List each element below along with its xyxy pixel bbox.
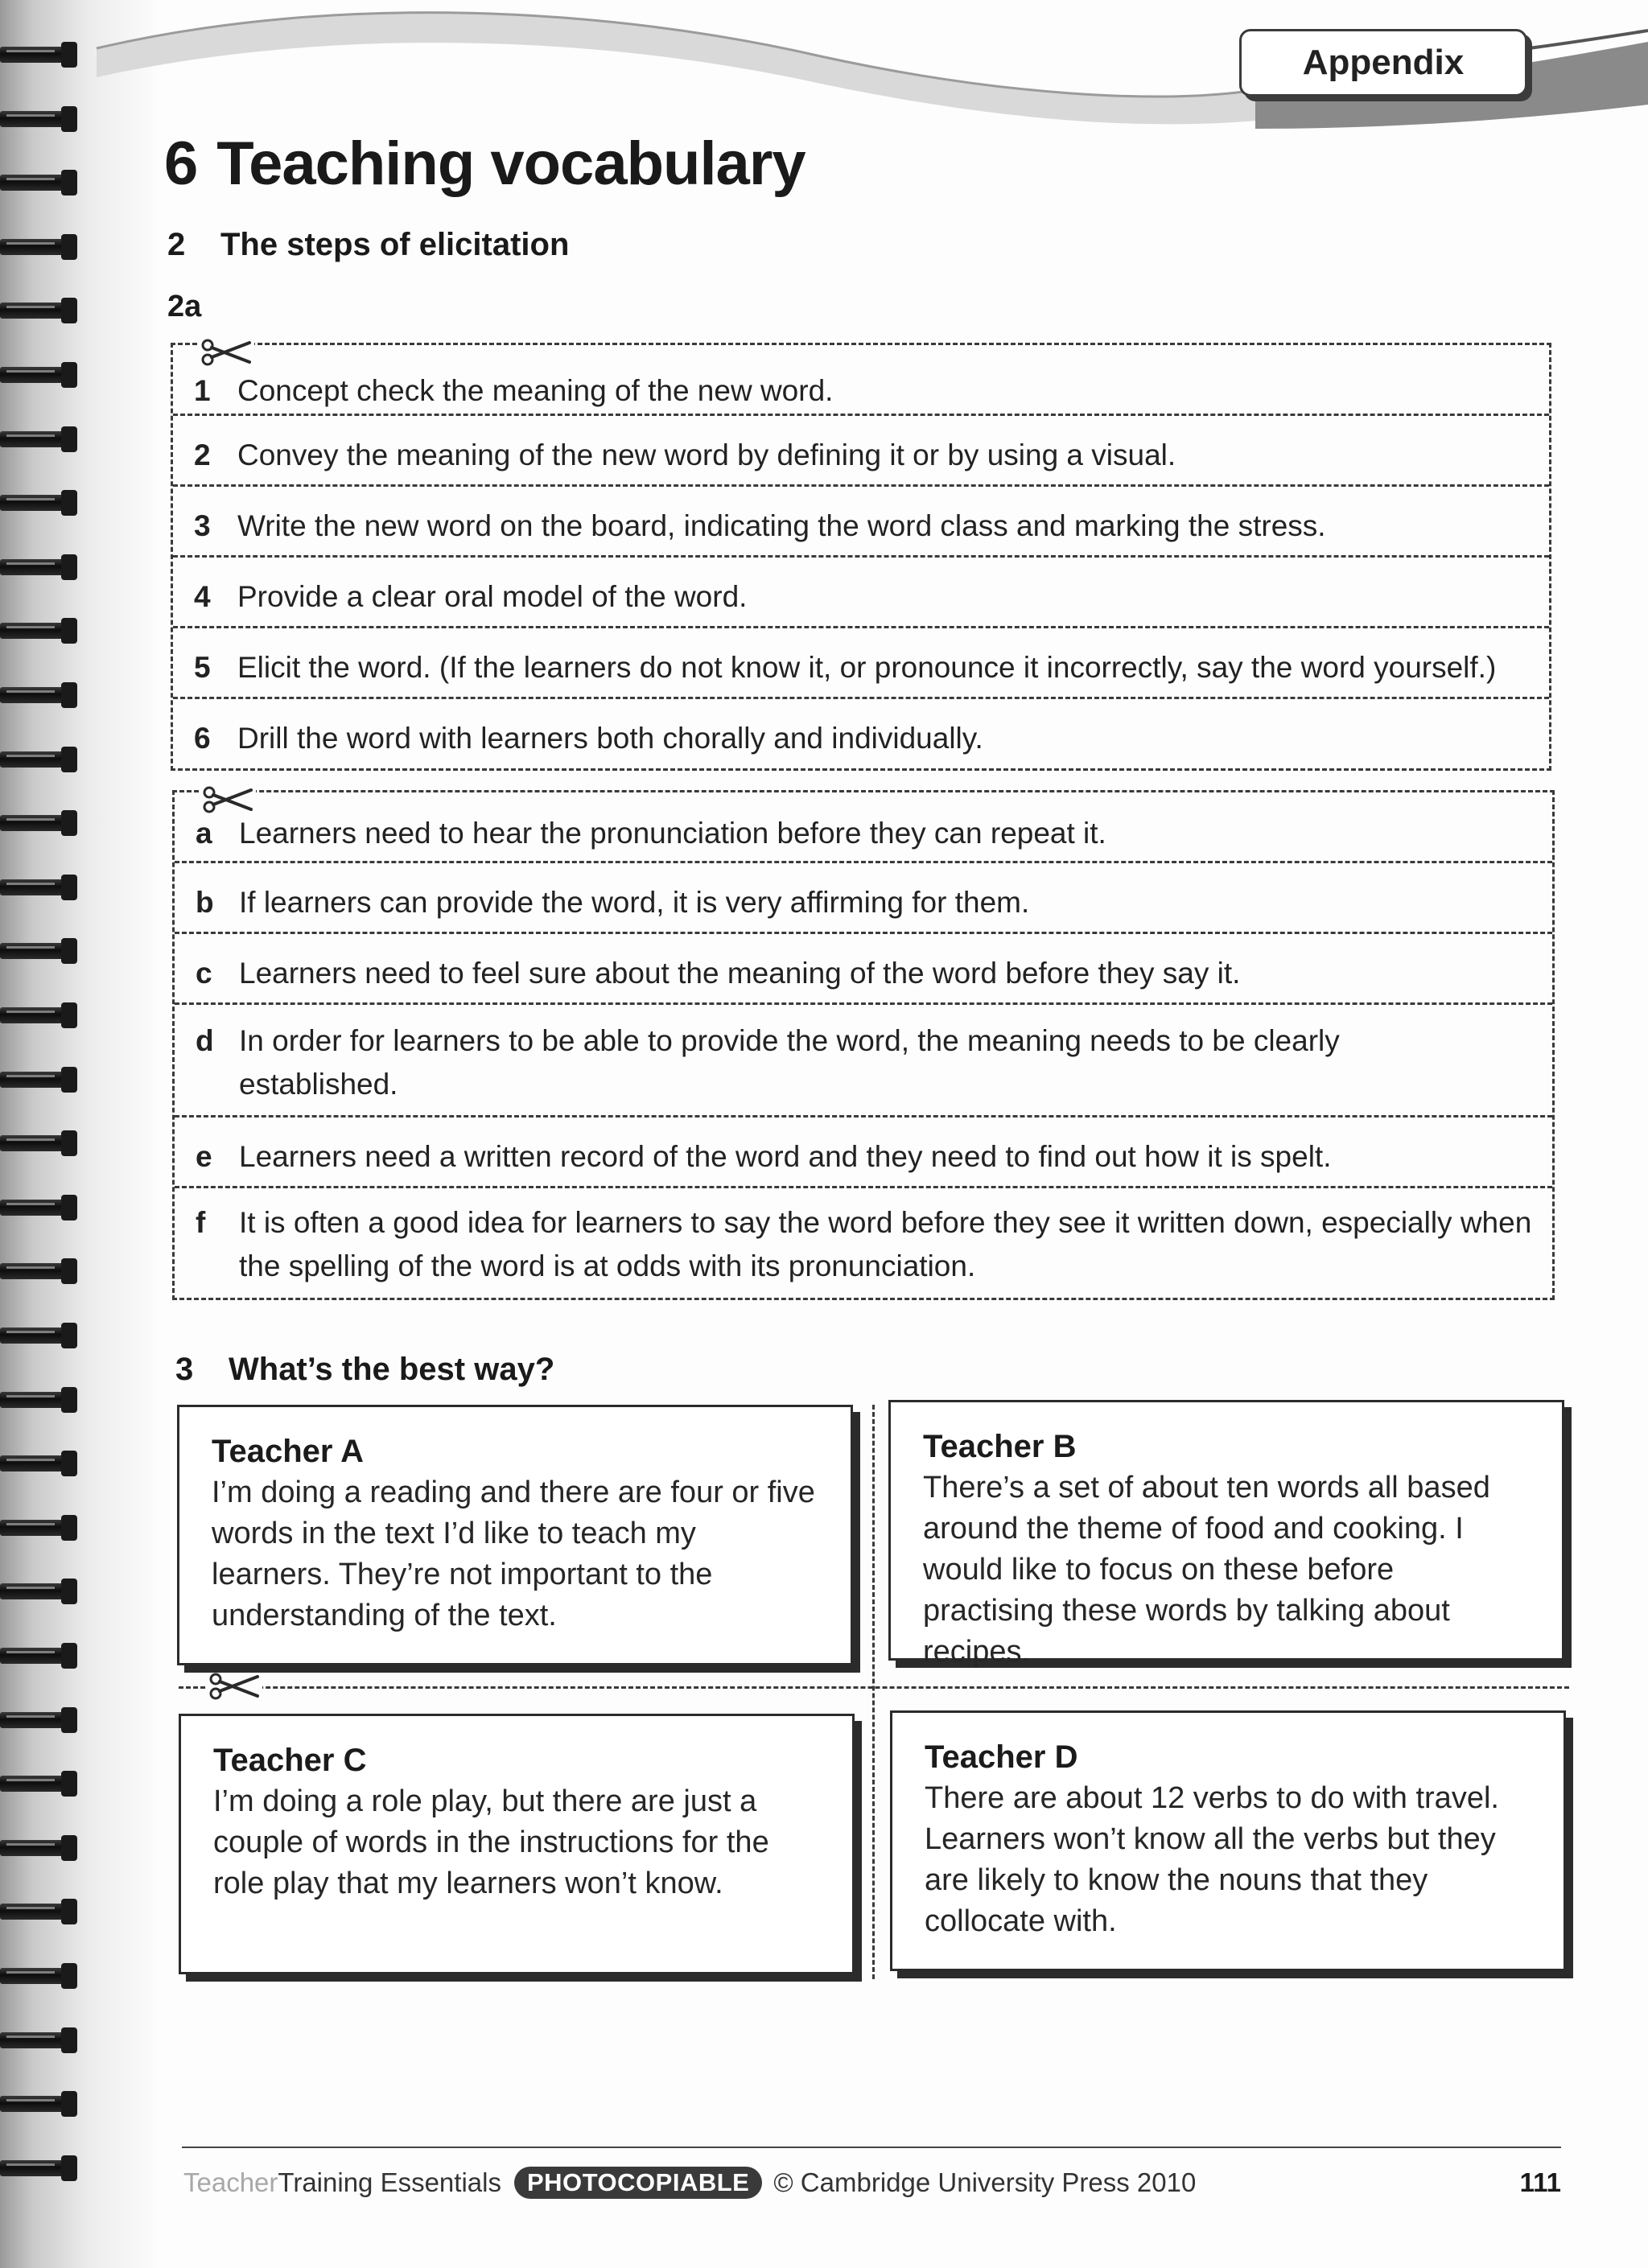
spiral-coil	[0, 2089, 84, 2118]
coil-glint	[6, 690, 55, 693]
step-text: Concept check the meaning of the new word.	[237, 374, 834, 407]
spiral-coil	[0, 168, 84, 197]
section-3-title: What’s the best way?	[229, 1352, 555, 1387]
teacher-card-a	[177, 1405, 853, 1665]
spiral-coil	[0, 1449, 84, 1478]
spiral-coil	[0, 360, 84, 389]
coil-hole	[61, 1963, 77, 1989]
coil-hole	[61, 1067, 77, 1093]
coil-hole	[61, 2091, 77, 2117]
sub-label-2a: 2a	[167, 290, 202, 323]
coil-glint	[6, 1203, 55, 1205]
coil-hole	[61, 682, 77, 708]
coil-hole	[61, 1707, 77, 1733]
spiral-binding	[0, 40, 89, 2229]
spiral-coil	[0, 1193, 84, 1222]
coil-hole	[61, 490, 77, 516]
list-item	[173, 416, 1549, 487]
coil-hole	[61, 362, 77, 388]
spiral-coil	[0, 873, 84, 902]
coil-glint	[6, 306, 55, 308]
section-3-heading	[175, 1352, 554, 1388]
reason-text: Learners need a written record of the word and they need to find out how it is spelt.	[239, 1140, 1332, 1173]
coil-hole	[61, 554, 77, 580]
page-footer	[183, 2163, 1561, 2203]
coil-hole	[61, 747, 77, 772]
spiral-coil	[0, 745, 84, 774]
coil-hole	[61, 1387, 77, 1413]
coil-hole	[61, 1130, 77, 1156]
coil-hole	[61, 426, 77, 452]
teacher-name: Teacher D	[925, 1739, 1078, 1775]
teacher-card-d	[890, 1710, 1566, 1971]
list-item	[175, 792, 1552, 863]
cut-line-horizontal	[179, 1686, 1569, 1689]
list-item	[173, 558, 1549, 628]
spiral-coil	[0, 105, 84, 134]
coil-glint	[6, 2099, 55, 2101]
coil-hole	[61, 1835, 77, 1861]
coil-hole	[61, 810, 77, 836]
spiral-coil	[0, 296, 84, 325]
coil-hole	[61, 42, 77, 68]
coil-glint	[6, 498, 55, 500]
coil-hole	[61, 1899, 77, 1924]
coil-hole	[61, 106, 77, 132]
coil-glint	[6, 2163, 55, 2166]
coil-hole	[61, 2155, 77, 2181]
coil-glint	[6, 1331, 55, 1333]
coil-glint	[6, 1266, 55, 1269]
spiral-coil	[0, 1385, 84, 1414]
coil-hole	[61, 2027, 77, 2053]
chapter-number: 6	[164, 130, 198, 198]
chapter-title: Teaching vocabulary	[216, 130, 805, 198]
teacher-card-b	[888, 1400, 1564, 1669]
step-key: 4	[194, 580, 211, 613]
coil-glint	[6, 883, 55, 885]
list-item	[175, 1118, 1552, 1188]
reason-text: Learners need to hear the pronunciation before they can repeat it.	[239, 817, 1106, 850]
list-item	[175, 1188, 1552, 1298]
spiral-coil	[0, 1834, 84, 1863]
coil-hole	[61, 170, 77, 196]
coil-glint	[6, 818, 55, 821]
coil-hole	[61, 1515, 77, 1541]
step-key: 6	[194, 722, 211, 755]
scissors-icon	[200, 785, 256, 814]
coil-glint	[6, 1395, 55, 1397]
coil-glint	[6, 114, 55, 117]
coil-glint	[6, 1843, 55, 1846]
spiral-coil	[0, 1001, 84, 1030]
coil-hole	[61, 1643, 77, 1669]
reason-text: In order for learners to be able to provide the word, the meaning needs to be clearly established.	[239, 1024, 1340, 1101]
reason-text: It is often a good idea for learners to say the word before they see it written down, especially when the spelling of the word is at odds with its pronunciation.	[239, 1206, 1532, 1282]
coil-glint	[6, 626, 55, 628]
step-key: 2	[194, 438, 211, 471]
list-item	[175, 863, 1552, 934]
coil-hole	[61, 1195, 77, 1220]
teacher-name: Teacher B	[923, 1429, 1077, 1464]
coil-glint	[6, 370, 55, 373]
step-key: 3	[194, 509, 211, 542]
spiral-coil	[0, 2026, 84, 2055]
steps-cut-table	[171, 343, 1551, 771]
coil-glint	[6, 1715, 55, 1718]
page-number: 111	[1519, 2167, 1561, 2197]
coil-glint	[6, 1075, 55, 1077]
footer-rule	[182, 2147, 1561, 2148]
coil-glint	[6, 1907, 55, 1909]
spiral-coil	[0, 1577, 84, 1606]
spiral-coil	[0, 233, 84, 261]
spiral-coil	[0, 1065, 84, 1094]
coil-glint	[6, 434, 55, 437]
spiral-coil	[0, 425, 84, 454]
section-3-number: 3	[175, 1352, 194, 1387]
spiral-coil	[0, 1961, 84, 1990]
spiral-coil	[0, 40, 84, 69]
spiral-coil	[0, 1321, 84, 1350]
list-item	[173, 628, 1549, 699]
spiral-coil	[0, 1641, 84, 1670]
spiral-coil	[0, 681, 84, 710]
coil-glint	[6, 1459, 55, 1461]
coil-glint	[6, 1138, 55, 1141]
coil-hole	[61, 1451, 77, 1476]
page-title	[164, 129, 805, 199]
appendix-tab: Appendix	[1239, 29, 1527, 97]
coil-glint	[6, 1587, 55, 1589]
coil-glint	[6, 562, 55, 565]
step-text: Provide a clear oral model of the word.	[237, 580, 748, 613]
reason-key: a	[196, 817, 212, 850]
spiral-coil	[0, 936, 84, 965]
teacher-name: Teacher A	[212, 1434, 364, 1469]
reason-key: d	[196, 1024, 214, 1057]
spiral-coil	[0, 1129, 84, 1158]
spiral-coil	[0, 1257, 84, 1286]
step-key: 5	[194, 651, 211, 684]
teacher-text: There are about 12 verbs to do with travel. Learners won’t know all the verbs but they are likely to know the nouns that they collocate with.	[925, 1781, 1499, 1938]
section-2-title: The steps of elicitation	[220, 227, 570, 262]
spiral-coil	[0, 488, 84, 517]
spiral-coil	[0, 1769, 84, 1798]
coil-glint	[6, 755, 55, 757]
spiral-coil	[0, 1897, 84, 1926]
spiral-coil	[0, 616, 84, 645]
coil-glint	[6, 242, 55, 245]
list-item	[173, 345, 1549, 416]
reason-text: Learners need to feel sure about the meaning of the word before they say it.	[239, 957, 1241, 990]
step-text: Write the new word on the board, indicating the word class and marking the stress.	[237, 509, 1326, 542]
footer-series: Training Essentials	[278, 2167, 501, 2197]
footer-series-faded: Teacher	[183, 2167, 278, 2197]
coil-hole	[61, 234, 77, 260]
reason-key: c	[196, 957, 212, 990]
section-2-heading	[167, 227, 569, 263]
reason-key: b	[196, 886, 214, 919]
coil-glint	[6, 1011, 55, 1013]
coil-glint	[6, 946, 55, 949]
coil-glint	[6, 1523, 55, 1525]
step-text: Convey the meaning of the new word by defining it or by using a visual.	[237, 438, 1176, 471]
coil-hole	[61, 875, 77, 900]
spiral-coil	[0, 553, 84, 582]
coil-hole	[61, 1579, 77, 1604]
coil-hole	[61, 938, 77, 964]
footer-copyright: © Cambridge University Press 2010	[773, 2167, 1197, 2197]
step-key: 1	[194, 374, 211, 407]
spiral-coil	[0, 1706, 84, 1735]
list-item	[173, 699, 1549, 768]
coil-glint	[6, 1651, 55, 1653]
list-item	[175, 934, 1552, 1005]
teacher-name: Teacher C	[213, 1743, 367, 1778]
spiral-coil	[0, 1513, 84, 1542]
list-item	[175, 1005, 1552, 1118]
teacher-text: I’m doing a role play, but there are just a couple of words in the instructions for the role play that my learners won’t know.	[213, 1784, 769, 1900]
coil-glint	[6, 178, 55, 180]
scissors-icon	[198, 338, 254, 367]
teacher-text: I’m doing a reading and there are four or five words in the text I’d like to teach my learners. They’re not important to the understanding of the text.	[212, 1476, 815, 1632]
list-item	[173, 487, 1549, 558]
coil-hole	[61, 1771, 77, 1797]
step-text: Elicit the word. (If the learners do not know it, or pronounce it incorrectly, say the word yourself.)	[237, 651, 1497, 684]
coil-hole	[61, 1002, 77, 1028]
coil-glint	[6, 50, 55, 52]
reasons-cut-table	[172, 790, 1555, 1300]
cut-line-vertical	[872, 1405, 875, 1979]
coil-hole	[61, 298, 77, 323]
reason-key: e	[196, 1140, 212, 1173]
coil-hole	[61, 1258, 77, 1284]
reason-key: f	[196, 1206, 206, 1239]
spiral-coil	[0, 2154, 84, 2183]
coil-glint	[6, 1779, 55, 1781]
photocopiable-badge: PHOTOCOPIABLE	[514, 2167, 762, 2199]
coil-hole	[61, 1323, 77, 1348]
coil-glint	[6, 2035, 55, 2038]
spiral-coil	[0, 809, 84, 838]
coil-glint	[6, 1971, 55, 1974]
teacher-text: There’s a set of about ten words all based around the theme of food and cooking. I would like to focus on these before practising these words by talking about recipes.	[923, 1471, 1490, 1669]
reason-text: If learners can provide the word, it is very affirming for them.	[239, 886, 1030, 919]
step-text: Drill the word with learners both chorally and individually.	[237, 722, 983, 755]
teacher-card-c	[179, 1714, 855, 1974]
coil-hole	[61, 618, 77, 644]
section-2-number: 2	[167, 227, 186, 262]
scissors-icon	[206, 1672, 262, 1701]
